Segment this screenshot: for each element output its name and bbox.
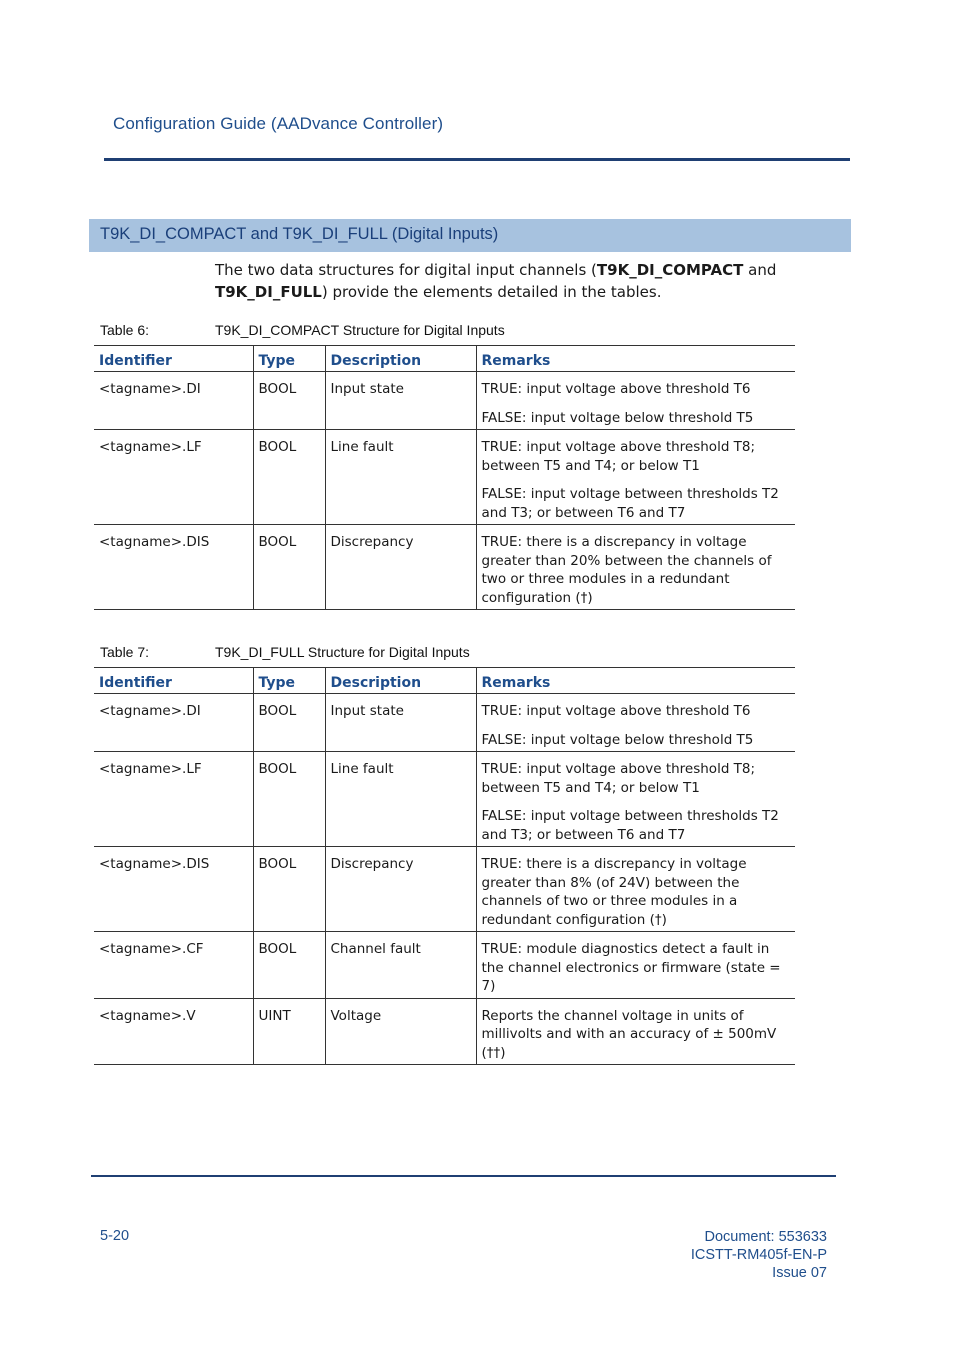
type-cell: BOOL xyxy=(253,752,325,847)
remark-text: TRUE: input voltage above threshold T6 xyxy=(481,703,751,719)
intro-bold-compact: T9K_DI_COMPACT xyxy=(596,261,744,279)
table6-body xyxy=(94,372,795,610)
remark-text: TRUE: module diagnostics detect a fault in the channel electronics or firmware (state = 7) xyxy=(481,941,781,994)
remarks-cell xyxy=(476,752,795,847)
identifier-cell: <tagname>.LF xyxy=(94,430,253,525)
table7-header-remarks: Remarks xyxy=(476,668,795,694)
remark-text: TRUE: input voltage above threshold T6 xyxy=(481,381,751,397)
remarks-cell xyxy=(476,525,795,610)
table-row xyxy=(94,525,795,610)
intro-text-2: and xyxy=(743,261,777,279)
description-cell: Input state xyxy=(325,694,476,752)
table6-caption-title: T9K_DI_COMPACT Structure for Digital Inputs xyxy=(215,322,505,338)
type-cell: BOOL xyxy=(253,847,325,932)
header-title: Configuration Guide (AADvance Controller) xyxy=(113,114,444,133)
intro-bold-full: T9K_DI_FULL xyxy=(215,283,322,301)
table-row xyxy=(94,932,795,999)
remarks-cell xyxy=(476,372,795,430)
table6-header-type: Type xyxy=(253,346,325,372)
description-cell: Voltage xyxy=(325,998,476,1065)
table-row xyxy=(94,752,795,847)
remarks-cell xyxy=(476,847,795,932)
type-cell: BOOL xyxy=(253,932,325,999)
remark-text: TRUE: there is a discrepancy in voltage greater than 20% between the channels of two or three modules in a redundant configuration (†) xyxy=(481,534,772,606)
remark-text: FALSE: input voltage between thresholds T2 and T3; or between T6 and T7 xyxy=(481,808,779,843)
table7-header-description: Description xyxy=(325,668,476,694)
document-issue: Issue 07 xyxy=(772,1265,827,1281)
section-title: T9K_DI_COMPACT and T9K_DI_FULL (Digital Inputs) xyxy=(100,225,499,243)
intro-text-1: The two data structures for digital input channels ( xyxy=(215,261,597,279)
table7-caption-number: Table 7: xyxy=(100,644,150,660)
identifier-cell: <tagname>.DI xyxy=(94,694,253,752)
description-cell: Line fault xyxy=(325,752,476,847)
table7-header-type: Type xyxy=(253,668,325,694)
table-row xyxy=(94,372,795,430)
identifier-cell: <tagname>.V xyxy=(94,998,253,1065)
footer-divider xyxy=(91,1175,836,1177)
table7-caption xyxy=(100,644,470,660)
identifier-cell: <tagname>.DIS xyxy=(94,847,253,932)
identifier-cell: <tagname>.DI xyxy=(94,372,253,430)
table-row xyxy=(94,694,795,752)
table6-caption xyxy=(100,322,505,338)
identifier-cell: <tagname>.LF xyxy=(94,752,253,847)
remark-text: Reports the channel voltage in units of millivolts and with an accuracy of ± 500mV (††) xyxy=(481,1007,777,1061)
table6 xyxy=(94,345,795,610)
table6-header-description: Description xyxy=(325,346,476,372)
table6-header-row xyxy=(94,346,795,372)
description-cell: Input state xyxy=(325,372,476,430)
document-number: Document: 553633 xyxy=(704,1229,827,1245)
table7-header-row xyxy=(94,668,795,694)
description-cell: Discrepancy xyxy=(325,847,476,932)
table6-caption-number: Table 6: xyxy=(100,322,150,338)
table-row xyxy=(94,998,795,1065)
identifier-cell: <tagname>.CF xyxy=(94,932,253,999)
document-info xyxy=(691,1228,827,1282)
remark-text: TRUE: input voltage above threshold T8; between T5 and T4; or below T1 xyxy=(481,761,756,796)
type-cell: BOOL xyxy=(253,694,325,752)
remarks-cell xyxy=(476,694,795,752)
remark-text: FALSE: input voltage below threshold T5 xyxy=(481,409,754,426)
document-code: ICSTT-RM405f-EN-P xyxy=(690,1247,827,1263)
table7-header-identifier: Identifier xyxy=(94,668,253,694)
intro-paragraph xyxy=(215,259,815,303)
header-divider xyxy=(104,158,850,161)
identifier-cell: <tagname>.DIS xyxy=(94,525,253,610)
table7-caption-title: T9K_DI_FULL Structure for Digital Inputs xyxy=(215,644,470,660)
type-cell: BOOL xyxy=(253,430,325,525)
intro-text-3: ) provide the elements detailed in the tables. xyxy=(321,283,662,301)
remark-text: TRUE: input voltage above threshold T8; between T5 and T4; or below T1 xyxy=(481,439,756,474)
remarks-cell xyxy=(476,998,795,1065)
remark-text: FALSE: input voltage between thresholds T2 and T3; or between T6 and T7 xyxy=(481,486,779,521)
table7 xyxy=(94,667,795,1065)
remarks-cell xyxy=(476,430,795,525)
type-cell: UINT xyxy=(253,998,325,1065)
table6-header-identifier: Identifier xyxy=(94,346,253,372)
remarks-cell xyxy=(476,932,795,999)
description-cell: Channel fault xyxy=(325,932,476,999)
table-row xyxy=(94,847,795,932)
page-number: 5-20 xyxy=(100,1228,130,1244)
table7-body xyxy=(94,694,795,1065)
description-cell: Discrepancy xyxy=(325,525,476,610)
remark-text: FALSE: input voltage below threshold T5 xyxy=(481,731,754,748)
table-row xyxy=(94,430,795,525)
description-cell: Line fault xyxy=(325,430,476,525)
type-cell: BOOL xyxy=(253,372,325,430)
table6-header-remarks: Remarks xyxy=(476,346,795,372)
type-cell: BOOL xyxy=(253,525,325,610)
remark-text: TRUE: there is a discrepancy in voltage greater than 8% (of 24V) between the channels of two or three modules in a redundant configuration (†) xyxy=(481,856,747,928)
